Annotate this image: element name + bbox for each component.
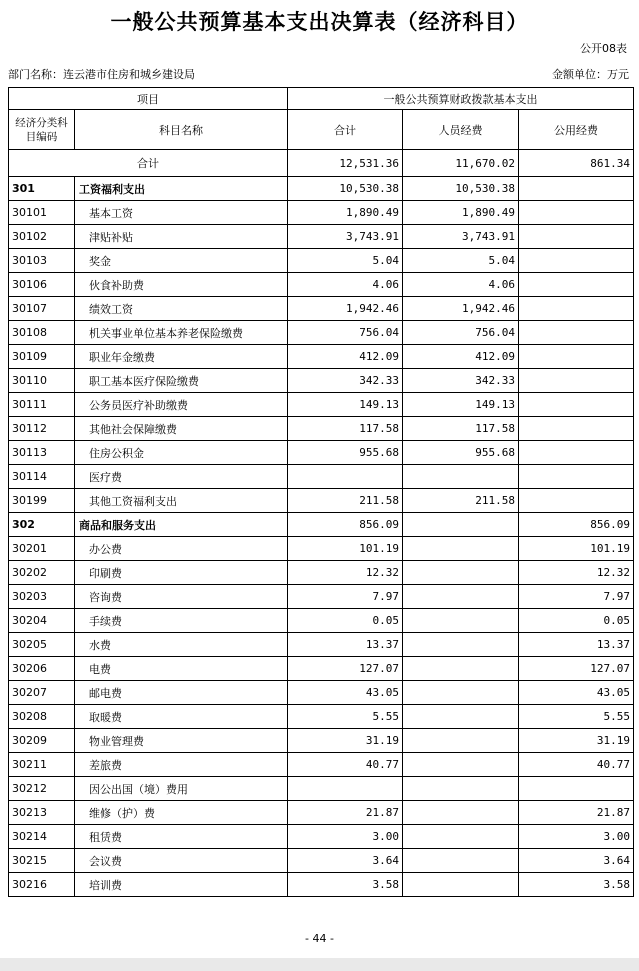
header-name: 科目名称 — [75, 110, 288, 150]
table-row — [9, 681, 634, 705]
row-code: 30109 — [9, 345, 75, 369]
row-name: 商品和服务支出 — [75, 513, 288, 537]
row-name: 工资福利支出 — [75, 177, 288, 201]
row-public: 127.07 — [519, 657, 634, 681]
row-name: 会议费 — [75, 849, 288, 873]
row-code: 30204 — [9, 609, 75, 633]
row-public: 13.37 — [519, 633, 634, 657]
row-total: 3.58 — [288, 873, 403, 897]
row-total: 412.09 — [288, 345, 403, 369]
row-personnel: 3,743.91 — [403, 225, 519, 249]
page-title: 一般公共预算基本支出决算表（经济科目） — [110, 9, 529, 34]
row-total: 31.19 — [288, 729, 403, 753]
row-public: 3.58 — [519, 873, 634, 897]
row-total: 756.04 — [288, 321, 403, 345]
table-row — [9, 561, 634, 585]
row-code: 302 — [9, 513, 75, 537]
row-code: 30102 — [9, 225, 75, 249]
row-code: 30203 — [9, 585, 75, 609]
row-total: 21.87 — [288, 801, 403, 825]
table-row — [9, 393, 634, 417]
table-row — [9, 825, 634, 849]
row-name: 物业管理费 — [75, 729, 288, 753]
row-total: 13.37 — [288, 633, 403, 657]
row-total: 43.05 — [288, 681, 403, 705]
row-total: 7.97 — [288, 585, 403, 609]
row-total: 10,530.38 — [288, 177, 403, 201]
header-public: 公用经费 — [519, 110, 634, 150]
row-public — [519, 321, 634, 345]
row-public — [519, 177, 634, 201]
row-public — [519, 777, 634, 801]
row-total — [288, 465, 403, 489]
row-personnel — [403, 561, 519, 585]
bottom-band — [0, 958, 639, 971]
row-public — [519, 369, 634, 393]
row-public — [519, 297, 634, 321]
row-code: 30215 — [9, 849, 75, 873]
row-total: 12.32 — [288, 561, 403, 585]
row-code: 30214 — [9, 825, 75, 849]
row-total — [288, 777, 403, 801]
row-personnel: 10,530.38 — [403, 177, 519, 201]
row-personnel: 5.04 — [403, 249, 519, 273]
row-total: 40.77 — [288, 753, 403, 777]
header-personnel: 人员经费 — [403, 110, 519, 150]
row-name: 水费 — [75, 633, 288, 657]
row-code: 30111 — [9, 393, 75, 417]
row-total: 3.64 — [288, 849, 403, 873]
row-personnel — [403, 513, 519, 537]
unit-label: 金额单位：万元 — [552, 68, 629, 81]
row-total: 5.04 — [288, 249, 403, 273]
row-public — [519, 417, 634, 441]
row-personnel: 1,942.46 — [403, 297, 519, 321]
table-row — [9, 177, 634, 201]
row-personnel: 4.06 — [403, 273, 519, 297]
row-personnel — [403, 849, 519, 873]
table-row — [9, 201, 634, 225]
table-row — [9, 297, 634, 321]
row-code: 30209 — [9, 729, 75, 753]
row-code: 30106 — [9, 273, 75, 297]
row-name: 公务员医疗补助缴费 — [75, 393, 288, 417]
row-name: 手续费 — [75, 609, 288, 633]
row-personnel — [403, 753, 519, 777]
row-total: 5.55 — [288, 705, 403, 729]
table-row — [9, 489, 634, 513]
row-name: 职业年金缴费 — [75, 345, 288, 369]
row-name: 机关事业单位基本养老保险缴费 — [75, 321, 288, 345]
row-code: 30202 — [9, 561, 75, 585]
row-code: 30207 — [9, 681, 75, 705]
row-name: 维修（护）费 — [75, 801, 288, 825]
total-label: 合计 — [9, 150, 288, 177]
row-total: 3.00 — [288, 825, 403, 849]
row-public — [519, 393, 634, 417]
row-public: 12.32 — [519, 561, 634, 585]
row-public: 0.05 — [519, 609, 634, 633]
row-total: 101.19 — [288, 537, 403, 561]
row-name: 其他工资福利支出 — [75, 489, 288, 513]
row-name: 绩效工资 — [75, 297, 288, 321]
table-row — [9, 345, 634, 369]
row-personnel — [403, 465, 519, 489]
row-total: 3,743.91 — [288, 225, 403, 249]
row-public: 856.09 — [519, 513, 634, 537]
header-group: 一般公共预算财政拨款基本支出 — [288, 88, 634, 110]
row-personnel — [403, 705, 519, 729]
row-name: 奖金 — [75, 249, 288, 273]
row-total: 342.33 — [288, 369, 403, 393]
row-name: 基本工资 — [75, 201, 288, 225]
table-row — [9, 321, 634, 345]
row-personnel: 211.58 — [403, 489, 519, 513]
row-name: 其他社会保障缴费 — [75, 417, 288, 441]
table-row — [9, 609, 634, 633]
table-row — [9, 441, 634, 465]
row-total: 4.06 — [288, 273, 403, 297]
row-total: 117.58 — [288, 417, 403, 441]
row-name: 印刷费 — [75, 561, 288, 585]
total-amount: 12,531.36 — [288, 150, 403, 177]
row-personnel: 955.68 — [403, 441, 519, 465]
row-public — [519, 273, 634, 297]
row-personnel: 756.04 — [403, 321, 519, 345]
row-code: 30211 — [9, 753, 75, 777]
row-total: 211.58 — [288, 489, 403, 513]
row-public — [519, 441, 634, 465]
row-code: 30199 — [9, 489, 75, 513]
header-project: 项目 — [9, 88, 288, 110]
row-code: 30114 — [9, 465, 75, 489]
table-row — [9, 417, 634, 441]
table-row — [9, 801, 634, 825]
row-total: 0.05 — [288, 609, 403, 633]
row-name: 办公费 — [75, 537, 288, 561]
table-row — [9, 513, 634, 537]
row-public — [519, 345, 634, 369]
row-personnel — [403, 633, 519, 657]
row-personnel: 149.13 — [403, 393, 519, 417]
table-row — [9, 225, 634, 249]
table-row — [9, 273, 634, 297]
row-total: 149.13 — [288, 393, 403, 417]
row-code: 30213 — [9, 801, 75, 825]
row-personnel: 117.58 — [403, 417, 519, 441]
row-personnel — [403, 657, 519, 681]
row-code: 301 — [9, 177, 75, 201]
row-code: 30206 — [9, 657, 75, 681]
row-code: 30201 — [9, 537, 75, 561]
expenditure-table — [8, 87, 634, 897]
row-public — [519, 249, 634, 273]
row-public: 3.00 — [519, 825, 634, 849]
row-total: 1,890.49 — [288, 201, 403, 225]
row-name: 因公出国（境）费用 — [75, 777, 288, 801]
row-name: 培训费 — [75, 873, 288, 897]
row-name: 医疗费 — [75, 465, 288, 489]
row-public: 31.19 — [519, 729, 634, 753]
row-public: 43.05 — [519, 681, 634, 705]
table-row — [9, 633, 634, 657]
total-public: 861.34 — [519, 150, 634, 177]
table-row — [9, 729, 634, 753]
row-code: 30112 — [9, 417, 75, 441]
row-name: 咨询费 — [75, 585, 288, 609]
row-name: 职工基本医疗保险缴费 — [75, 369, 288, 393]
row-total: 1,942.46 — [288, 297, 403, 321]
row-public — [519, 225, 634, 249]
row-code: 30212 — [9, 777, 75, 801]
table-row — [9, 777, 634, 801]
table-row — [9, 249, 634, 273]
row-personnel — [403, 585, 519, 609]
row-code: 30101 — [9, 201, 75, 225]
row-total: 856.09 — [288, 513, 403, 537]
row-name: 差旅费 — [75, 753, 288, 777]
row-public: 7.97 — [519, 585, 634, 609]
table-row — [9, 585, 634, 609]
table-row — [9, 753, 634, 777]
row-total: 127.07 — [288, 657, 403, 681]
row-name: 取暖费 — [75, 705, 288, 729]
row-personnel — [403, 729, 519, 753]
table-row — [9, 705, 634, 729]
row-code: 30216 — [9, 873, 75, 897]
row-code: 30103 — [9, 249, 75, 273]
row-public — [519, 489, 634, 513]
table-row — [9, 369, 634, 393]
department-label: 部门名称：连云港市住房和城乡建设局 — [8, 68, 195, 81]
row-name: 伙食补助费 — [75, 273, 288, 297]
row-code: 30108 — [9, 321, 75, 345]
row-personnel — [403, 537, 519, 561]
row-public: 21.87 — [519, 801, 634, 825]
row-code: 30110 — [9, 369, 75, 393]
row-personnel — [403, 777, 519, 801]
row-public: 40.77 — [519, 753, 634, 777]
row-public: 101.19 — [519, 537, 634, 561]
table-row — [9, 537, 634, 561]
row-code: 30208 — [9, 705, 75, 729]
row-name: 邮电费 — [75, 681, 288, 705]
row-code: 30107 — [9, 297, 75, 321]
row-name: 电费 — [75, 657, 288, 681]
row-public: 3.64 — [519, 849, 634, 873]
row-personnel: 1,890.49 — [403, 201, 519, 225]
row-personnel: 342.33 — [403, 369, 519, 393]
row-personnel — [403, 609, 519, 633]
row-total: 955.68 — [288, 441, 403, 465]
row-code: 30113 — [9, 441, 75, 465]
row-public: 5.55 — [519, 705, 634, 729]
row-personnel — [403, 801, 519, 825]
table-row — [9, 849, 634, 873]
row-name: 津贴补贴 — [75, 225, 288, 249]
form-code: 公开08表 — [580, 42, 627, 55]
table-row — [9, 873, 634, 897]
total-row — [9, 150, 634, 177]
table-row — [9, 465, 634, 489]
row-public — [519, 201, 634, 225]
row-public — [519, 465, 634, 489]
row-personnel: 412.09 — [403, 345, 519, 369]
row-personnel — [403, 873, 519, 897]
total-personnel: 11,670.02 — [403, 150, 519, 177]
row-personnel — [403, 681, 519, 705]
header-code: 经济分类科目编码 — [9, 110, 75, 150]
row-code: 30205 — [9, 633, 75, 657]
header-total: 合计 — [288, 110, 403, 150]
row-personnel — [403, 825, 519, 849]
row-name: 租赁费 — [75, 825, 288, 849]
row-name: 住房公积金 — [75, 441, 288, 465]
page-number: - 44 - — [305, 932, 334, 945]
table-row — [9, 657, 634, 681]
